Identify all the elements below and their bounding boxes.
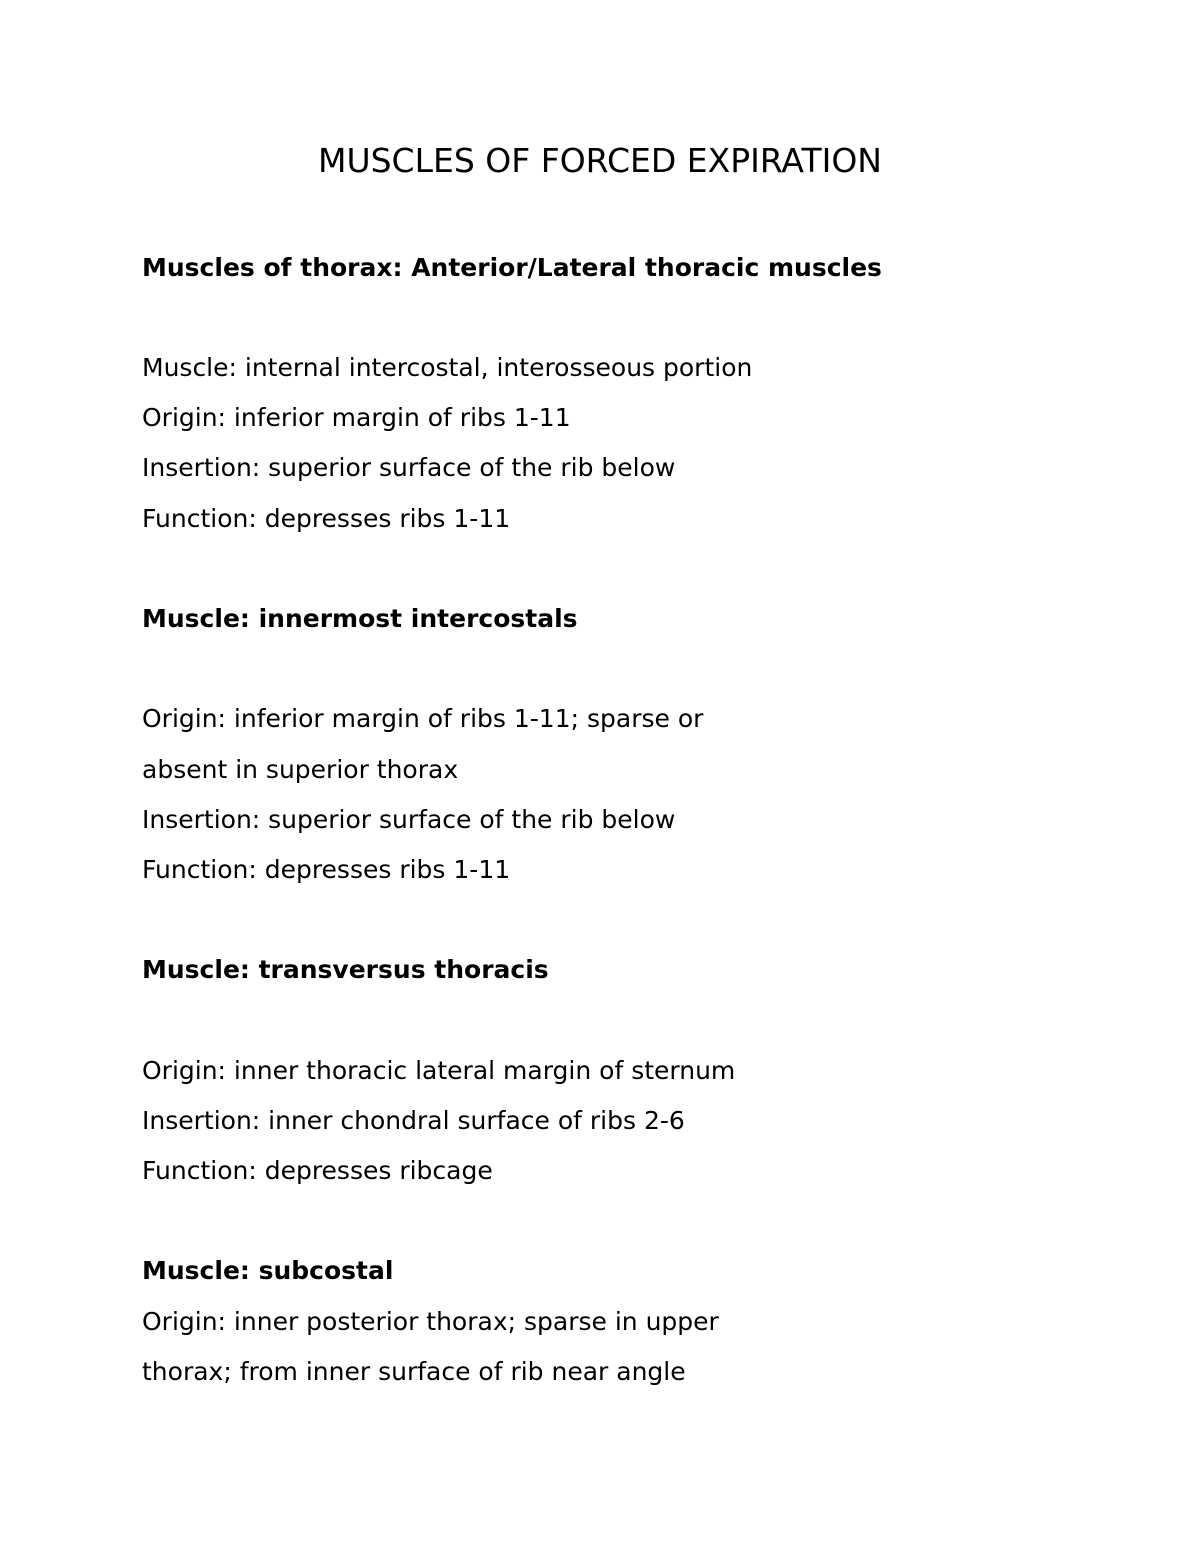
muscle-4-heading: Muscle: subcostal xyxy=(142,1256,394,1285)
muscle-1-function: Function: depresses ribs 1-11 xyxy=(142,504,511,533)
muscle-3-insertion: Insertion: inner chondral surface of ribs 2-6 xyxy=(142,1106,685,1135)
muscle-3-function: Function: depresses ribcage xyxy=(142,1156,493,1185)
muscle-2-insertion: Insertion: superior surface of the rib below xyxy=(142,805,676,834)
muscle-1-insertion: Insertion: superior surface of the rib below xyxy=(142,453,676,482)
muscle-1-origin: Origin: inferior margin of ribs 1-11 xyxy=(142,403,571,432)
muscle-2-origin-line-2: absent in superior thorax xyxy=(142,755,459,784)
muscle-2-origin-line-1: Origin: inferior margin of ribs 1-11; sparse or xyxy=(142,704,704,733)
muscle-1-name: Muscle: internal intercostal, interosseous portion xyxy=(142,353,753,382)
muscle-4-origin-line-2: thorax; from inner surface of rib near angle xyxy=(142,1357,686,1386)
muscle-2-heading: Muscle: innermost intercostals xyxy=(142,604,578,633)
muscle-4-origin-line-1: Origin: inner posterior thorax; sparse in upper xyxy=(142,1307,719,1336)
section-heading: Muscles of thorax: Anterior/Lateral thoracic muscles xyxy=(142,253,882,282)
muscle-3-heading: Muscle: transversus thoracis xyxy=(142,955,549,984)
muscle-3-origin: Origin: inner thoracic lateral margin of sternum xyxy=(142,1056,736,1085)
document-title: MUSCLES OF FORCED EXPIRATION xyxy=(317,141,882,180)
muscle-2-function: Function: depresses ribs 1-11 xyxy=(142,855,511,884)
